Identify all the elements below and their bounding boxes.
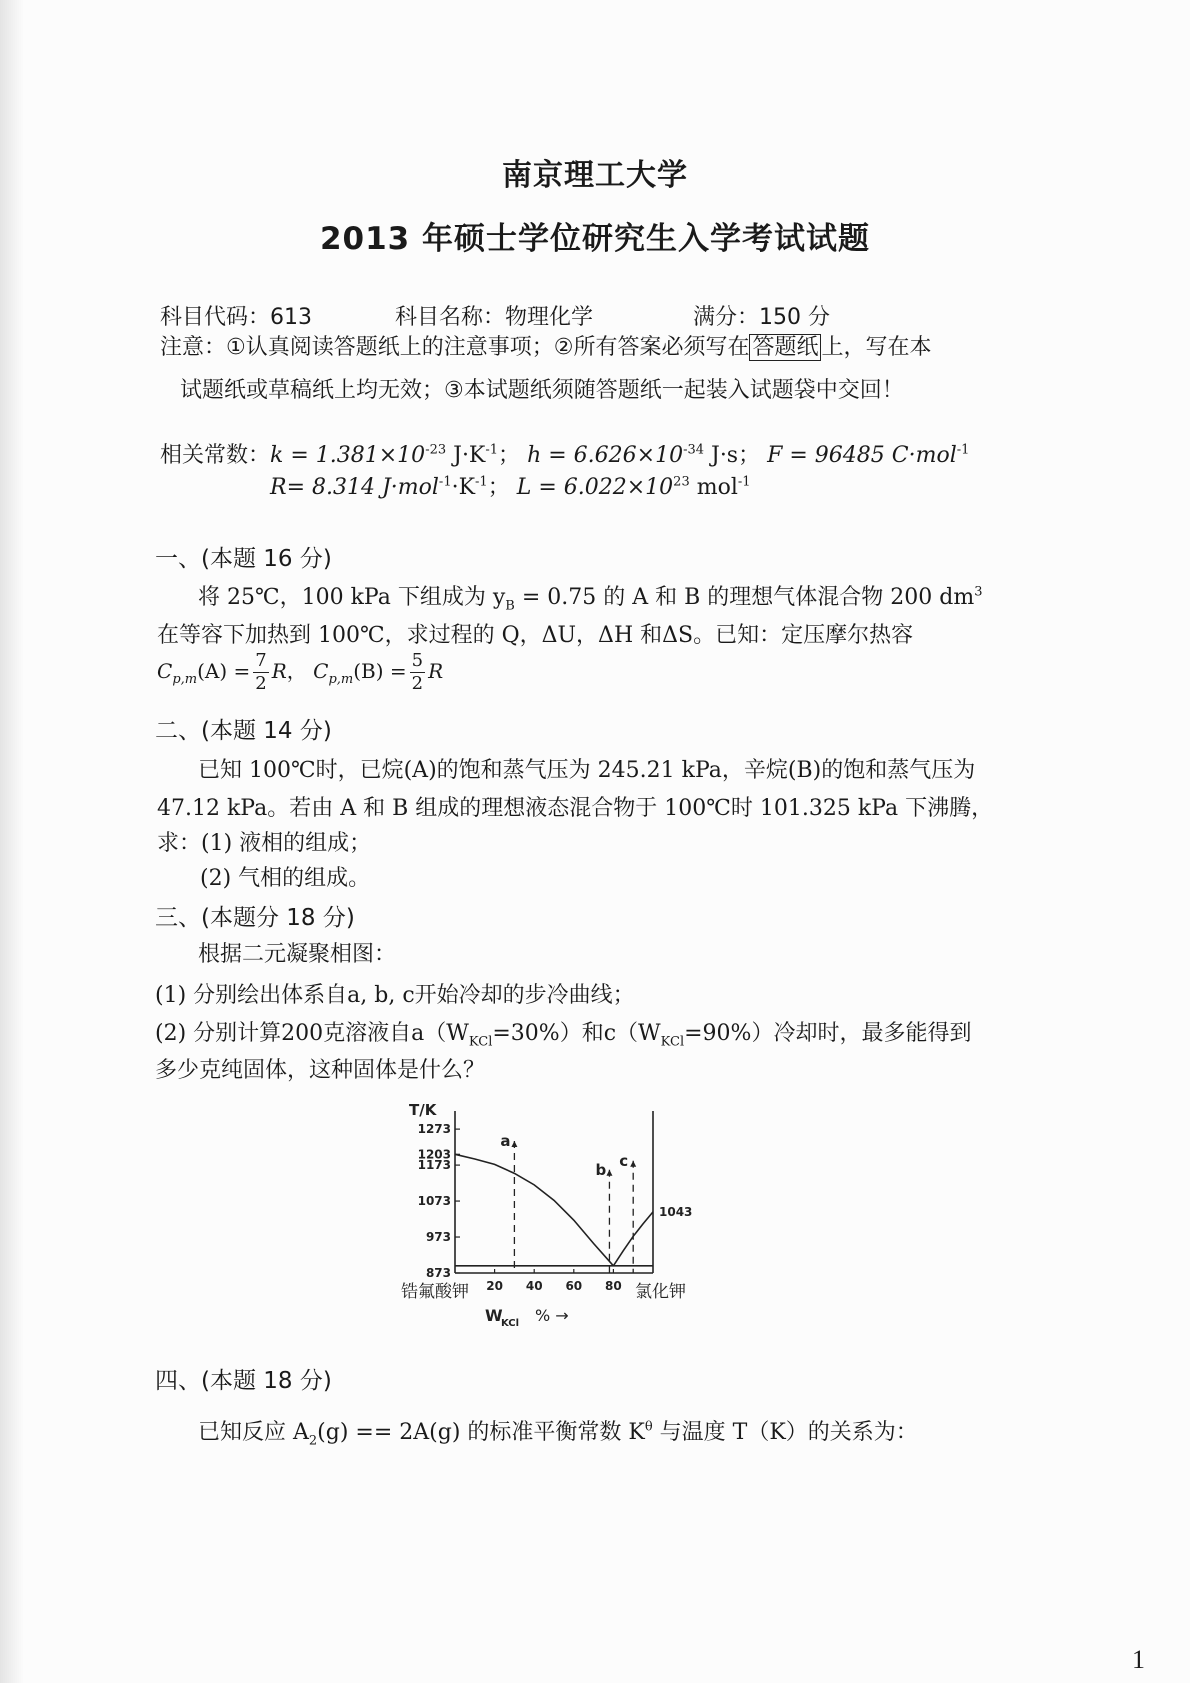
cp-a-R: R: [271, 659, 287, 683]
constants-line-1: 相关常数：$k = 1.381\times 10^{-23}$ $J\cdot K^{-1}$； $h = 6.626\times 10^{-34}$ J·s； F = 96485 C·mol$^{-1}$: [160, 442, 970, 468]
subject-code: 科目代码：613: [160, 305, 312, 330]
q2-heading: 二、(本题 14 分): [155, 718, 332, 744]
q4-a2-sub: 2: [308, 1433, 318, 1449]
left-component-label: 锆氟酸钾: [401, 1282, 469, 1302]
series-liquidus-left: [455, 1154, 613, 1266]
cp-separator: ，: [286, 659, 307, 683]
q4-line-1: [198, 1415, 918, 1448]
notice-boxed-word: 答题纸: [749, 334, 821, 361]
cp-b-fraction: [410, 652, 425, 693]
const-R-exp2: -1: [475, 474, 488, 490]
q1-dm3-sup: 3: [974, 584, 983, 600]
x-tick-label: 40: [525, 1279, 543, 1293]
const-L: L = 6.022×10: [516, 475, 674, 500]
x-axis-label-suffix: % →: [535, 1306, 569, 1325]
school-name: 南京理工大学: [502, 158, 688, 193]
const-F-exp: -1: [956, 442, 970, 458]
cp-b-symbol: C: [313, 659, 329, 683]
y-tick-label: 1273: [417, 1122, 451, 1137]
cp-b-denominator: 2: [411, 673, 424, 694]
phase-diagram: [395, 1093, 715, 1355]
q3-line-2: (1) 分别绘出体系自a, b, c开始冷却的步冷曲线；: [155, 983, 635, 1008]
const-R: R= 8.314 J·mol: [270, 475, 439, 500]
annotation-1043: 1043: [659, 1204, 693, 1219]
q1-line-1-a: 将 25℃，100 kPa 下组成为 y: [198, 585, 506, 610]
const-h-exp: -34: [683, 442, 704, 458]
const-L-exp: 23: [673, 474, 690, 490]
y-tick-label: 973: [425, 1230, 451, 1245]
subject-name: 科目名称：物理化学: [395, 305, 594, 330]
cp-b-numerator: 5: [411, 650, 424, 671]
y-tick-label: 1203: [417, 1147, 451, 1162]
notice-text-a: 注意：①认真阅读答题纸上的注意事项；②所有答案必须写在: [160, 335, 750, 360]
composition-arrow-c: [630, 1161, 636, 1167]
q4-line-1-a: 已知反应 A: [198, 1420, 309, 1445]
q1-yb-sub: B: [505, 598, 515, 614]
const-h-unit: J·s；: [704, 443, 761, 468]
q3-line-3-c: =90%）冷却时，最多能得到: [684, 1021, 972, 1046]
notice-line-1: [160, 330, 931, 361]
cp-a-numerator: 7: [255, 650, 267, 671]
x-tick-label: 20: [486, 1279, 503, 1293]
notice-text-b: 上，写在本: [821, 335, 932, 360]
q3-wkcl-sub-2: KCl: [660, 1034, 685, 1050]
y-tick-label: 1073: [417, 1194, 451, 1209]
const-k-exp: -23: [425, 442, 447, 458]
const-L-unit: mol: [689, 475, 738, 500]
composition-arrow-a: [511, 1141, 517, 1147]
const-F: F = 96485 C·mol: [767, 443, 957, 468]
const-k: k = 1.381×10: [270, 443, 426, 468]
q2-line-1: 已知 100℃时，已烷(A)的饱和蒸气压为 245.21 kPa，辛烷(B)的饱和蒸气压为: [198, 758, 976, 783]
x-axis-label-sub: KCl: [501, 1318, 520, 1329]
composition-label-b: b: [595, 1160, 607, 1179]
const-R-exp1: -1: [438, 474, 452, 490]
q4-k-sup: θ: [644, 1419, 653, 1435]
q1-line-1-b: = 0.75 的 A 和 B 的理想气体混合物 200 dm: [514, 585, 975, 610]
q3-line-3-b: =30%）和c（W: [492, 1021, 661, 1046]
notice-line-2: 试题纸或草稿纸上均无效；③本试题纸须随答题纸一起装入试题袋中交回！: [180, 378, 904, 403]
q3-line-3: [155, 1016, 971, 1049]
constants-label: 相关常数：: [160, 443, 271, 468]
full-score: 满分：150 分: [693, 305, 830, 330]
cp-a-sub: p,m: [172, 672, 198, 687]
q2-line-2: 47.12 kPa。若由 A 和 B 组成的理想液态混合物于 100℃时 101.325 kPa 下沸腾，: [157, 796, 994, 821]
q2-line-3: 求：(1) 液相的组成；: [157, 831, 372, 856]
y-tick-label: 873: [425, 1266, 451, 1280]
y-axis-label: T/K: [409, 1101, 437, 1119]
q3-heading: 三、(本题分 18 分): [155, 905, 355, 931]
q3-wkcl-sub-1: KCl: [468, 1034, 493, 1050]
q2-line-4: (2) 气相的组成。: [200, 866, 371, 891]
q4-heading: 四、(本题 18 分): [155, 1368, 332, 1394]
composition-label-c: c: [619, 1151, 629, 1170]
const-k-unit-exp: -1: [485, 442, 499, 458]
composition-label-a: a: [500, 1131, 511, 1150]
x-axis-label: W: [485, 1306, 503, 1325]
q1-line-2: 在等容下加热到 100℃，求过程的 Q，ΔU，ΔH 和ΔS。已知：定压摩尔热容: [157, 623, 914, 648]
q1-line-1: [198, 580, 982, 613]
right-component-label: 氯化钾: [635, 1282, 686, 1302]
cp-a-symbol: C: [157, 659, 173, 683]
const-L-unit-exp: -1: [737, 474, 751, 490]
cp-a-denominator: 2: [255, 673, 267, 694]
composition-arrow-b: [606, 1170, 612, 1176]
q1-heat-capacities: [157, 652, 443, 693]
x-tick-label: 80: [605, 1279, 622, 1293]
const-h: h = 6.626×10: [527, 443, 684, 468]
page-number: 1: [1132, 1645, 1145, 1674]
const-R-mid: ·K: [451, 475, 476, 500]
q3-line-3-a: (2) 分别计算200克溶液自a（W: [155, 1021, 469, 1046]
q4-line-1-c: 与温度 T（K）的关系为：: [652, 1420, 918, 1445]
cp-b-species: (B) =: [353, 659, 407, 683]
y-tick-label: 1173: [417, 1158, 451, 1173]
cp-b-sub: p,m: [328, 672, 354, 687]
q3-line-1: 根据二元凝聚相图：: [198, 942, 397, 967]
q3-line-4: 多少克纯固体，这种固体是什么？: [155, 1058, 486, 1083]
exam-title: 2013 年硕士学位研究生入学考试试题: [319, 221, 871, 257]
cp-a-fraction: [253, 652, 268, 693]
const-k-unit: J·K: [446, 443, 486, 468]
cp-a-species: (A) =: [197, 659, 251, 683]
x-tick-label: 60: [565, 1279, 583, 1293]
cp-b-R: R: [428, 659, 444, 683]
q4-line-1-b: (g) == 2A(g) 的标准平衡常数 K: [317, 1420, 645, 1445]
q1-heading: 一、(本题 16 分): [155, 546, 332, 572]
constants-line-2: R= 8.314 $J\cdot mol^{-1}\cdot K^{-1}$； $L = 6.022\times 10^{23}$ mol$^{-1}$: [270, 474, 751, 500]
